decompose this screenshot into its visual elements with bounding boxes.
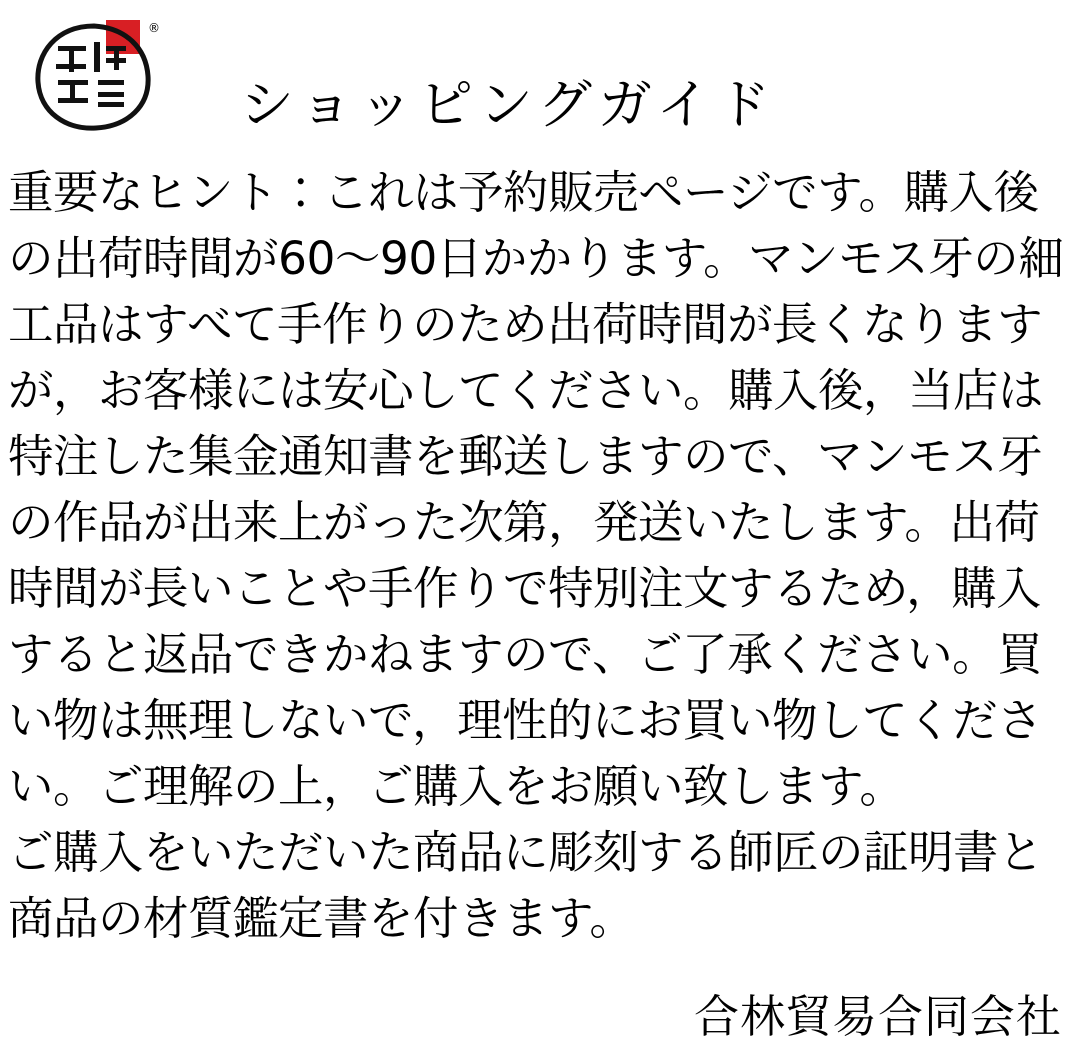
svg-text:®: ® xyxy=(148,21,160,35)
guide-paragraph-1: 重要なヒント：これは予約販売ページです。購入後の出荷時間が60〜90日かかります。マンモス牙の細工品はすべて手作りのため出荷時間が長くなりますが，お客様には安心してください。購入後，当店は特注した集金通知書を郵送しますので、マンモス牙の作品が出来上がった次第，発送いたします。出荷時間が長いことや手作りで特別注文するため，購入すると返品できかねますので、ご了承ください。買い物は無理しないで，理性的にお買い物してください。ご理解の上，ご購入をお願い致します。 xyxy=(8,166,1064,813)
page-header xyxy=(0,0,1080,160)
guide-paragraph-2: ご購入をいただいた商品に彫刻する師匠の証明書と商品の材質鑑定書を付きます。 xyxy=(8,826,1044,945)
guide-body xyxy=(8,160,1074,952)
company-name-footer: 合林貿易合同会社 xyxy=(693,990,1062,1043)
company-seal-logo xyxy=(28,16,160,136)
company-seal-logo-icon xyxy=(28,16,160,136)
page-title: ショッピングガイド xyxy=(240,73,777,136)
